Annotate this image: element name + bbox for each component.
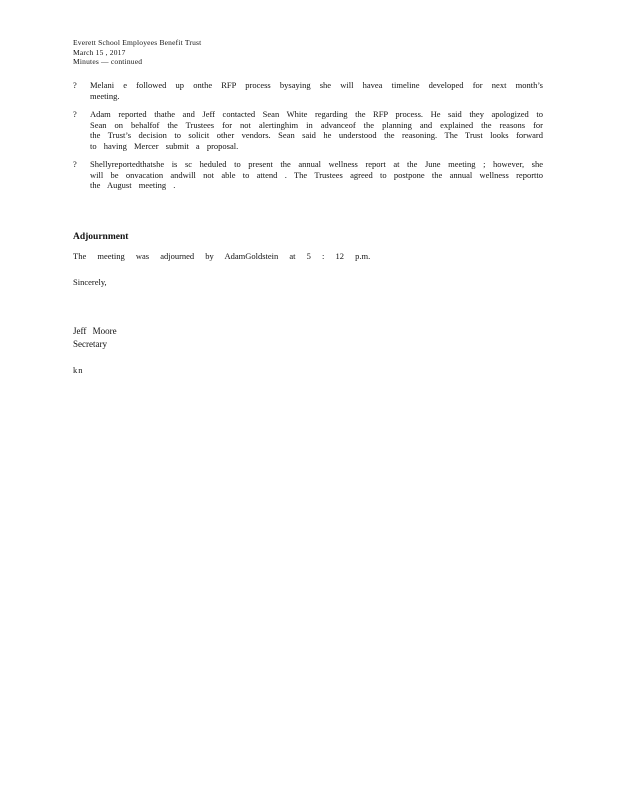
minutes-bullet-list: [73, 80, 543, 199]
closing-salutation: Sincerely,: [73, 277, 107, 287]
typist-initials: kn: [73, 365, 84, 375]
list-item: [73, 109, 543, 151]
header-organization: Everett School Employees Benefit Trust: [73, 38, 202, 47]
bullet-marker: ?: [73, 159, 77, 169]
list-item: [73, 159, 543, 191]
list-item: [73, 80, 543, 101]
adjournment-text: The meeting was adjourned by AdamGoldstein at 5 : 12 p.m.: [73, 251, 371, 261]
bullet-text: Shellyreportedthatshe is sc heduled to present the annual wellness report at the June meeting ; however, she will be onvacation andwill not able to attend . The Trustees agreed to postpone the annual wellness reportto the August meeting .: [90, 159, 543, 190]
signer-name: Jeff Moore: [73, 326, 117, 336]
bullet-text: Adam reported thathe and Jeff contacted Sean White regarding the RFP process. He said they apologized to Sean on behalfof the Trustees for not alertinghim in advanceof the planning and explained the reasons for the Trust’s decision to solicit other vendors. Sean said he understood the reasoning. The Trust looks forward to having Mercer submit a proposal.: [90, 109, 543, 151]
signer-title: Secretary: [73, 339, 107, 349]
header-date: March 15 , 2017: [73, 47, 126, 57]
bullet-marker: ?: [73, 109, 77, 119]
bullet-text: Melani e followed up onthe RFP process bysaying she will havea timeline developed for next month’s meeting.: [90, 80, 543, 101]
bullet-marker: ?: [73, 80, 77, 90]
header-subtitle: Minutes — continued: [73, 57, 143, 66]
document-header: [73, 38, 201, 67]
adjournment-heading: Adjournment: [73, 232, 129, 242]
